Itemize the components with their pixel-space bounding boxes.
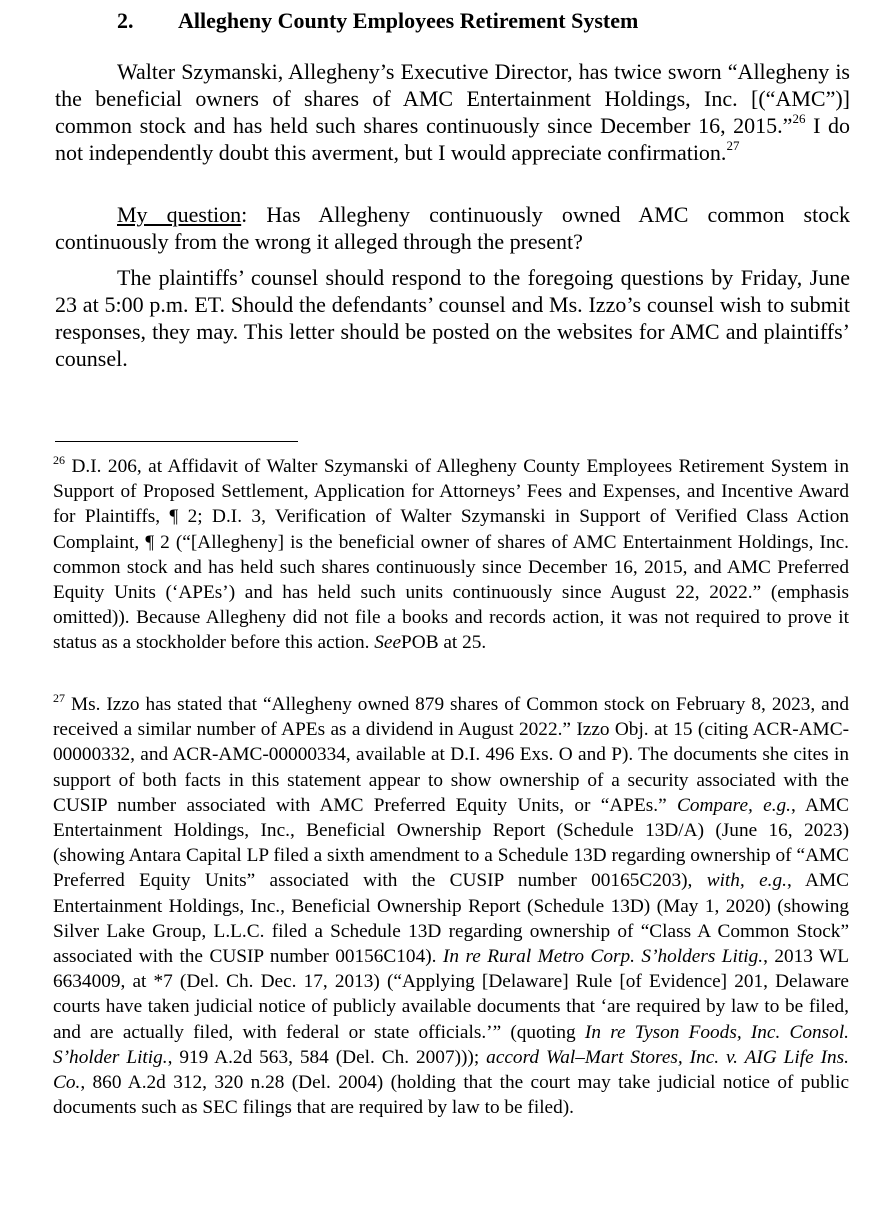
footnote-27 bbox=[53, 692, 849, 1120]
footnote-marker-27: 27 bbox=[53, 690, 65, 705]
footnote-text: , AMC Entertainment Holdings, Inc., Beneficial Ownership Report (Schedule 13D/A) (June 16, 2023) (showing Antara Capital LP filed a sixth amendment to a Schedule 13D regarding ownership of “AMC Preferred Equity Units” associated with the CUSIP number 00165C203), bbox=[53, 794, 849, 892]
footnote-text: Ms. Izzo has stated that “Allegheny owned 879 shares of Common stock on February 8, 2023, and received a similar number of APEs as a dividend in August 2022.” Izzo Obj. at 15 (citing ACR-AMC-00000332, and ACR-AMC-00000334, available at D.I. 496 Exs. O and P). The documents she cites in support of both facts in this statement appear to show ownership of a security associated with the CUSIP number associated with AMC Preferred Equity Units, or “APEs.” bbox=[53, 694, 849, 816]
footnote-ref-26[interactable]: 26 bbox=[792, 110, 806, 126]
question-text: : Has Allegheny continuously owned AMC common stock continuously from the wrong it alleged through the present? bbox=[55, 202, 850, 254]
section-number: 2. bbox=[117, 8, 134, 33]
footnote-text: D.I. 206, at Affidavit of Walter Szymanski of Allegheny County Employees Retirement System in Support of Proposed Settlement, Application for Attorneys’ Fees and Expenses, and Incentive Award for Plaintiffs, ¶ 2; D.I. 3, Verification of Walter Szymanski in Support of Verified Class Action Complaint, ¶ 2 (“[Allegheny] is the beneficial owner of shares of AMC Entertainment Holdings, Inc. common stock and has held such shares continuously since December 16, 2015, and AMC Preferred Equity Units (‘APEs’) and has held such units continuously since August 22, 2022.” (emphasis omitted)). Because Allegheny did not file a books and records action, it was not required to prove it status as a stockholder before this action. bbox=[53, 456, 849, 654]
section-heading bbox=[117, 8, 638, 34]
paragraph-sworn-statement bbox=[55, 58, 850, 166]
footnote-ref-27[interactable]: 27 bbox=[726, 137, 740, 153]
citation-signal: with, e.g. bbox=[706, 870, 787, 892]
footnote-26 bbox=[53, 454, 849, 656]
footnote-text: , AMC Entertainment Holdings, Inc., Beneficial Ownership Report (Schedule 13D) (May 1, 2020) (showing Silver Lake Group, L.L.C. filed a Schedule 13D regarding ownership of “Class A Common Stock” associated with the CUSIP number 00156C104). bbox=[53, 870, 849, 968]
paragraph-question bbox=[55, 201, 850, 255]
footnote-marker-26: 26 bbox=[53, 452, 65, 467]
section-title: Allegheny County Employees Retirement System bbox=[178, 8, 639, 33]
case-name: In re Rural Metro Corp. S’holders Litig. bbox=[442, 946, 764, 968]
citation-signal: Compare, e.g. bbox=[676, 794, 791, 816]
footnote-text: , 919 A.2d 563, 584 (Del. Ch. 2007))); bbox=[167, 1046, 487, 1068]
footnote-text: , 860 A.2d 312, 320 n.28 (Del. 2004) (holding that the court may take judicial notice of public documents such as SEC filings that are required by law to be filed). bbox=[53, 1072, 849, 1119]
paragraph-text: Walter Szymanski, Allegheny’s Executive Director, has twice sworn “Allegheny is the beneficial owners of shares of AMC Entertainment Holdings, Inc. [(“AMC”)] common stock and has held such shares continuously since December 16, 2015.” bbox=[55, 59, 850, 138]
footnote-separator bbox=[55, 441, 298, 442]
case-name: accord Wal–Mart Stores, Inc. v. AIG Life Ins. Co. bbox=[53, 1046, 849, 1094]
paragraph-text: I do not independently doubt this averment, but I would appreciate confirmation. bbox=[55, 113, 851, 165]
case-name: In re Tyson Foods, Inc. Consol. S’holder Litig. bbox=[53, 1021, 849, 1068]
paragraph-response-deadline: The plaintiffs’ counsel should respond to the foregoing questions by Friday, June 23 at 5:00 p.m. ET. Should the defendants’ counsel and Ms. Izzo’s counsel wish to submit responses, they may. This letter should be posted on the websites for AMC and plaintiffs’ counsel. bbox=[55, 265, 850, 371]
citation-signal: See bbox=[374, 632, 402, 654]
footnote-text: , 2013 WL 6634009, at *7 (Del. Ch. Dec. 17, 2013) (“Applying [Delaware] Rule [of Evidence] 201, Delaware courts have taken judicial notice of publicly available documents that ‘are required by law to be filed, and are actually filed, with federal or state officials.’” (quoting bbox=[53, 946, 849, 1043]
question-label: My question bbox=[117, 202, 242, 227]
footnote-text: POB at 25. bbox=[401, 632, 487, 654]
